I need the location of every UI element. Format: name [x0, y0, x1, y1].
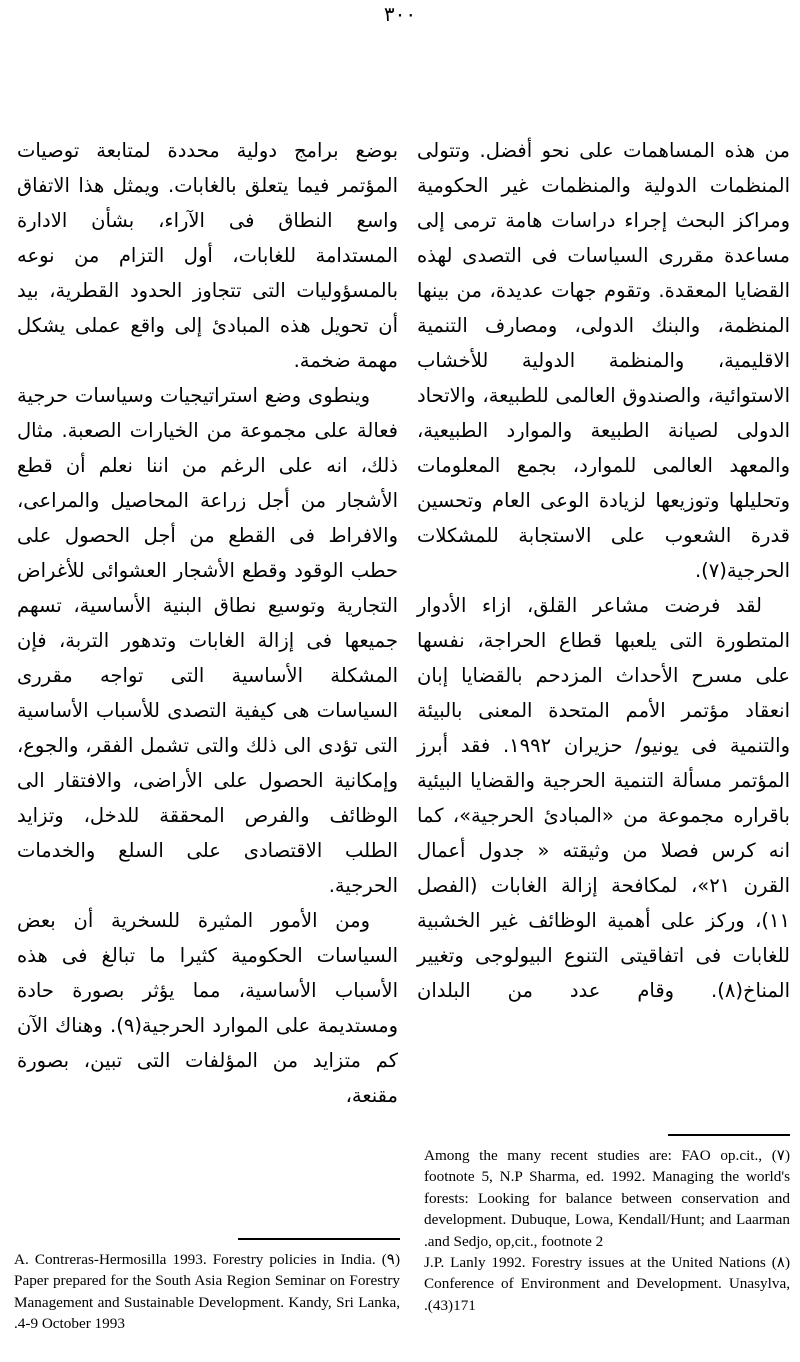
footnote-text: Among the many recent studies are: FAO op.cit., footnote 5, N.P Sharma, ed. 1992. Managing the world's forests: Looking for balance between conservation and development. Dubuque, Lowa, Kendall/Hunt; and Laarman and Sedjo, op,cit., footnote 2.	[424, 1147, 790, 1250]
footnote-8	[424, 1252, 790, 1316]
footnote-9	[14, 1249, 400, 1335]
footnote-marker: (٨)	[771, 1254, 790, 1272]
paragraph: لقد فرضت مشاعر القلق، ازاء الأدوار المتطورة التى يلعبها قطاع الحراجة، نفسها على مسرح الأحداث المزدحم بالقضايا إبان انعقاد مؤتمر الأمم المتحدة المعنى بالبيئة والتنمية فى يونيو/ حزيران ١٩٩٢. فقد أبرز المؤتمر مسألة التنمية الحرجية والقضايا البيئية باقراره مجموعة من «المبادئ الحرجية»، كما انه كرس فصلا من وثيقته « جدول أعمال القرن ٢١»، لمكافحة إزالة الغابات (الفصل ١١)، وركز على أهمية الوظائف غير الخشبية للغابات فى اتفاقيتى التنوع البيولوجى وتغيير المناخ(٨). وقام عدد من البلدان	[417, 594, 790, 1002]
footnote-divider	[238, 1238, 400, 1240]
paragraph: وينطوى وضع استراتيجيات وسياسات حرجية فعالة على مجموعة من الخيارات الصعبة. مثال ذلك، انه على الرغم من اننا نعلم أن قطع الأشجار من أجل زراعة المحاصيل والمراعى، والافراط فى القطع من أجل الحصول على حطب الوقود وقطع الأشجار العشوائى للأغراض التجارية وتوسيع نطاق البنية الأساسية، تسهم جميعها فى إزالة الغابات وتدهور التربة، فإن المشكلة الأساسية التى تواجه مقررى السياسات هى كيفية التصدى للأسباب الأساسية التى تؤدى الى ذلك والتى تشمل الفقر، والجوع، وإمكانية الحصول على الأراضى، والافتقار الى الوظائف والفرص المحققة للدخل، وتزايد الطلب الاقتصادى على السلع والخدمات الحرجية.	[17, 384, 398, 897]
footnote-text: A. Contreras-Hermosilla 1993. Forestry policies in India. Paper prepared for the South Asia Region Seminar on Forestry Management and Sustainable Development. Kandy, Sri Lanka, 4-9 October 1993.	[14, 1251, 400, 1333]
footnote-7	[424, 1145, 790, 1252]
paragraph: بوضع برامج دولية محددة لمتابعة توصيات المؤتمر فيما يتعلق بالغابات. ويمثل هذا الاتفاق واسع النطاق فى الآراء، بشأن الادارة المستدامة للغابات، أول التزام من نوعه بالمسؤوليات التى تتجاوز الحدود القطرية، بيد أن تحويل هذه المبادئ إلى واقع عملى يشكل مهمة ضخمة.	[17, 139, 398, 372]
footnote-text: J.P. Lanly 1992. Forestry issues at the United Nations Conference of Environment and Development. Unasylva, (43)171.	[424, 1254, 790, 1314]
footnote-divider	[668, 1134, 790, 1136]
page-number: ٣٠٠	[383, 2, 417, 26]
paragraph: ومن الأمور المثيرة للسخرية أن بعض السياسات الحكومية كثيرا ما تبالغ فى هذه الأسباب الأساسية، مما يؤثر بصورة حادة ومستديمة على الموارد الحرجية(٩). وهناك الآن كم متزايد من المؤلفات التى تبين، بصورة مقنعة،	[17, 909, 398, 1107]
footnote-marker: (٩)	[381, 1251, 400, 1268]
right-column	[417, 133, 790, 1008]
footnote-marker: (٧)	[771, 1147, 791, 1164]
footnotes-right	[424, 1134, 790, 1316]
paragraph: من هذه المساهمات على نحو أفضل. وتتولى المنظمات الدولية والمنظمات غير الحكومية ومراكز البحث إجراء دراسات هامة ترمى إلى مساعدة مقررى السياسات فى التصدى لهذه القضايا المعقدة. وتقوم جهات عديدة، من بينها المنظمة، والبنك الدولى، ومصارف التنمية الاقليمية، والمنظمة الدولية للأخشاب الاستوائية، والصندوق العالمى للطبيعة، والاتحاد الدولى لصيانة الطبيعة والموارد الطبيعية، والمعهد العالمى للموارد، بجمع المعلومات وتحليلها وتوزيعها لزيادة الوعى العام وتحسين قدرة الشعوب على الاستجابة للمشكلات الحرجية(٧).	[417, 139, 790, 582]
footnotes-left	[14, 1238, 400, 1335]
left-column	[17, 133, 398, 1113]
